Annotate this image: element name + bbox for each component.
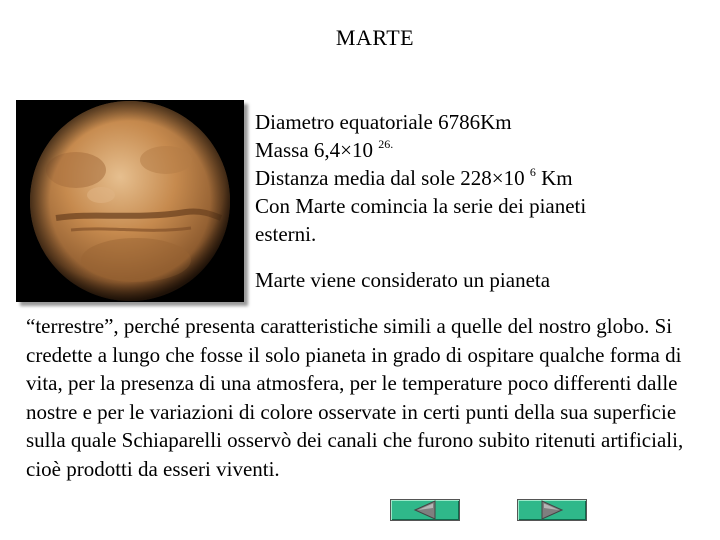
mars-planet-icon (16, 100, 244, 302)
distance-unit: Km (535, 166, 573, 190)
body-paragraph: “terrestre”, perché presenta caratteristiche simili a quelle del nostro globo. Si credette a lungo che fosse il solo pianeta in grado di ospitare qualche forma di vita, per la presenza di una atmosfera, per le temperature poco differenti dalle nostre e per le variazioni di colore osservate in certi punti della sua superficie sulla quale Schiaparelli osservò dei canali che furono subito ritenuti artificiali, cioè prodotti da esseri viventi. (26, 314, 684, 481)
triangle-left-icon (391, 500, 459, 520)
planet-facts (255, 108, 675, 294)
triangle-right-icon (518, 500, 586, 520)
next-button[interactable] (517, 499, 587, 521)
intro-line-1: Con Marte comincia la serie dei pianeti (255, 194, 587, 218)
page-title: MARTE (335, 25, 415, 50)
mars-image (16, 100, 244, 302)
diameter-line: Diametro equatoriale 6786Km (255, 110, 512, 134)
mass-line (255, 138, 393, 162)
paragraph-start: Marte viene considerato un pianeta (255, 268, 551, 292)
mass-value: Massa 6,4×10 (255, 138, 379, 162)
distance-line (255, 166, 573, 190)
intro-line-2: esterni. (255, 222, 317, 246)
distance-value: Distanza media dal sole 228×10 (255, 166, 530, 190)
previous-button[interactable] (390, 499, 460, 521)
distance-exponent: 6 (529, 165, 536, 179)
mass-exponent: 26. (378, 137, 394, 151)
